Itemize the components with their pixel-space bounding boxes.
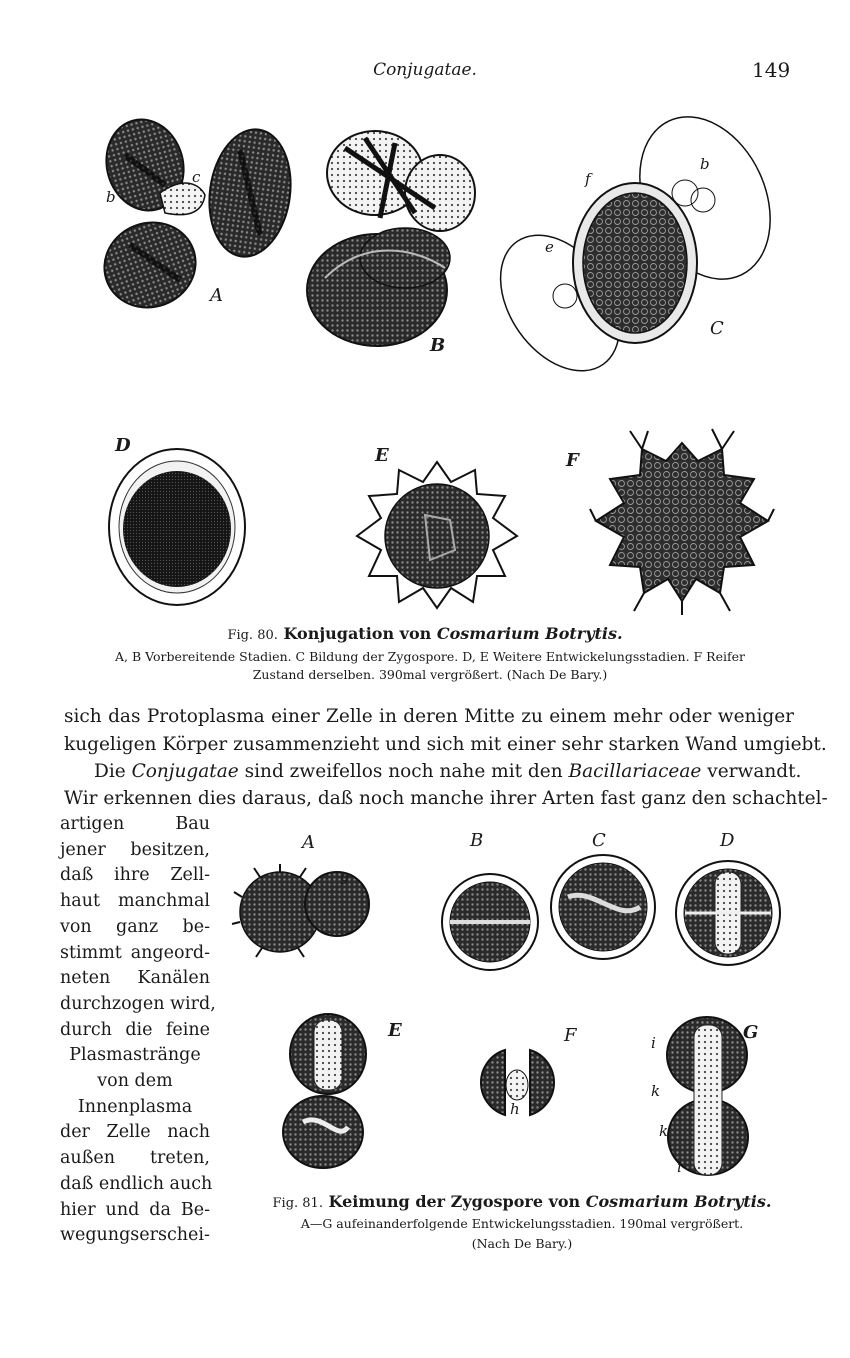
running-title: Conjugatae. — [373, 60, 477, 80]
fig80-caption-heading: Konjugation von — [283, 624, 432, 643]
left-column-line: durch die feine — [60, 1019, 210, 1040]
left-column-line: Plasmastränge — [69, 1045, 201, 1066]
fig81-label-i-bottom: i — [677, 1158, 682, 1176]
left-column-line: Innenplasma — [77, 1096, 193, 1117]
body-left-column — [60, 812, 216, 1249]
fig81-panel-a-illustration — [232, 862, 372, 962]
body-line-2: kugeligen Körper zusammenzieht und sich mit einer sehr starken Wand umgiebt. — [64, 734, 827, 755]
left-column-line: stimmt angeord- — [60, 942, 210, 963]
fig80-label-b: b — [106, 188, 116, 206]
fig80-panel-e-label: E — [375, 445, 389, 466]
left-column-line: wegungserschei- — [60, 1225, 210, 1246]
left-column-line: jener besitzen, — [60, 839, 210, 860]
fig80-caption-title — [0, 624, 850, 643]
fig81-label-k-upper: k — [651, 1082, 661, 1100]
fig80-panel-a-label: A — [210, 285, 223, 306]
fig80-panel-b-illustration — [305, 118, 480, 348]
left-column-line: durchzogen wird, — [60, 993, 216, 1014]
body-line-3-part-a: Die — [94, 761, 132, 782]
fig80-label-b2: b — [700, 155, 710, 173]
fig80-panel-f-illustration — [590, 425, 775, 615]
fig81-label-g: g — [340, 867, 350, 885]
fig80-caption-number: Fig. 80. — [227, 628, 278, 643]
body-line-4: Wir erkennen dies daraus, daß noch manche ihrer Arten fast ganz den schachtel- — [64, 788, 828, 809]
fig80-caption-line1: A, B Vorbereitende Stadien. C Bildung der Zygospore. D, E Weitere Entwickelungsstadien. F Reifer — [115, 649, 745, 664]
fig80-label-f: f — [585, 170, 591, 188]
fig80-label-e: e — [545, 238, 554, 256]
fig81-panel-c-illustration — [548, 852, 658, 962]
body-line-3 — [64, 761, 802, 782]
fig80-panel-e-illustration — [355, 460, 520, 610]
left-column-line: neten Kanälen — [60, 968, 210, 989]
fig80-label-c: c — [192, 168, 201, 186]
fig81-panel-f-label: F — [564, 1025, 577, 1046]
left-column-line: haut manchmal — [60, 891, 210, 912]
fig81-caption-heading: Keimung der Zygospore von — [328, 1192, 581, 1211]
body-line-1: sich das Protoplasma einer Zelle in deren Mitte zu einem mehr oder weniger — [64, 706, 794, 727]
fig81-panel-e-label: E — [388, 1020, 402, 1041]
fig80-panel-b-label: B — [430, 335, 446, 356]
fig81-caption-number: Fig. 81. — [272, 1196, 323, 1211]
body-line-3-part-c: sind zweifellos noch nahe mit den — [238, 761, 569, 782]
page-number: 149 — [752, 58, 791, 82]
fig81-panel-g-label: G — [743, 1022, 759, 1043]
fig81-caption-title — [232, 1192, 812, 1211]
fig81-panel-g-illustration — [660, 1015, 755, 1180]
left-column-line: außen treten, — [60, 1148, 210, 1169]
left-column-line: von dem — [97, 1071, 173, 1092]
fig80-panel-a-illustration — [90, 115, 310, 315]
body-term-bacillariaceae: Bacillariaceae — [568, 761, 702, 782]
fig81-panel-c-label: C — [592, 830, 606, 851]
fig80-caption-line2: Zustand derselben. 390mal vergrößert. (Nach De Bary.) — [252, 667, 608, 682]
fig80-panel-d-illustration — [105, 445, 250, 610]
left-column-line: daß ihre Zell- — [60, 865, 210, 886]
fig80-panel-c-label: C — [710, 318, 724, 339]
left-column-line: hier und da Be- — [60, 1199, 210, 1220]
fig80-panel-f-label: F — [566, 450, 579, 471]
left-column-line: daß endlich auch — [60, 1173, 213, 1194]
body-term-conjugatae: Conjugatae — [131, 761, 239, 782]
fig81-caption-line2: (Nach De Bary.) — [471, 1236, 573, 1251]
fig81-panel-d-illustration — [673, 858, 783, 968]
fig80-panel-d-label: D — [115, 435, 131, 456]
fig81-label-i-top: i — [651, 1034, 656, 1052]
left-column-line: artigen Bau — [60, 814, 210, 834]
left-column-line: der Zelle nach — [60, 1122, 210, 1143]
fig81-panel-e-illustration — [278, 1012, 378, 1172]
fig81-panel-b-illustration — [435, 872, 545, 972]
fig81-panel-a-label: A — [302, 832, 315, 853]
fig81-panel-d-label: D — [720, 830, 735, 851]
fig81-caption-line1: A—G aufeinanderfolgende Entwickelungsstadien. 190mal vergrößert. — [300, 1216, 744, 1231]
fig80-caption-species: Cosmarium Botrytis. — [436, 624, 623, 643]
fig81-panel-b-label: B — [470, 830, 484, 851]
fig81-label-h: h — [510, 1100, 520, 1118]
body-line-3-part-e: verwandt. — [701, 761, 802, 782]
fig81-caption-species: Cosmarium Botrytis. — [585, 1192, 772, 1211]
fig81-label-k-lower: k — [659, 1122, 669, 1140]
left-column-line: von ganz be- — [60, 916, 210, 937]
